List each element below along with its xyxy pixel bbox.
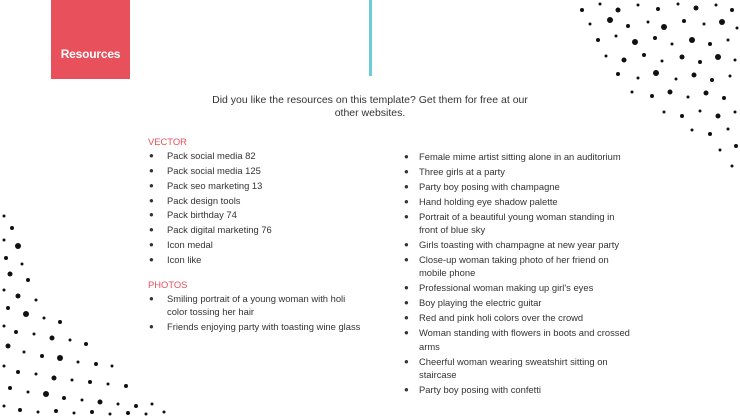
bullet-icon: ● xyxy=(404,384,409,394)
bullet-icon: ● xyxy=(404,356,409,366)
list-item-text: Pack social media 82 xyxy=(167,150,256,162)
list-item-text: Close-up woman taking photo of her friend on mobile phone xyxy=(419,254,609,279)
list-item xyxy=(403,281,633,294)
bullet-icon: ● xyxy=(404,167,409,176)
list-item-text: Three girls at a party xyxy=(419,166,505,177)
list-item xyxy=(148,149,363,162)
list-item xyxy=(403,296,633,309)
list-item-text: Icon like xyxy=(167,253,202,265)
list-item-text: Girls toasting with champagne at new year party xyxy=(419,239,620,251)
bullet-icon: ● xyxy=(404,212,409,221)
list-item-text: Smiling portrait of a young woman with holi color tossing her hair xyxy=(167,293,346,318)
list-item xyxy=(403,326,633,352)
bullet-icon: ● xyxy=(404,313,409,323)
bullet-icon: ● xyxy=(404,255,409,265)
bullet-icon: ● xyxy=(149,294,154,304)
bullet-icon: ● xyxy=(149,180,154,190)
list-item-text: Portrait of a beautiful young woman standing in front of blue sky xyxy=(419,211,615,236)
list-item xyxy=(148,179,363,192)
list-item xyxy=(403,210,633,236)
list-item-text: Boy playing the electric guitar xyxy=(419,297,542,309)
bullet-icon: ● xyxy=(149,166,154,175)
list-item-text: Professional woman making up girl's eyes xyxy=(419,282,594,294)
vector-heading: VECTOR xyxy=(148,136,187,147)
list-item-text: Female mime artist sitting alone in an auditorium xyxy=(419,151,621,162)
bullet-icon: ● xyxy=(149,322,154,332)
right-column xyxy=(403,150,633,398)
list-item-text: Woman standing with flowers in boots and crossed arms xyxy=(419,327,630,352)
bullet-icon: ● xyxy=(149,210,154,220)
title-box xyxy=(51,0,130,79)
list-item-text: Pack seo marketing 13 xyxy=(167,179,263,191)
bullet-icon: ● xyxy=(149,151,154,161)
list-item-text: Friends enjoying party with toasting wine glass xyxy=(167,321,361,333)
list-item-text: Cheerful woman wearing sweatshirt sitting on staircase xyxy=(419,355,608,380)
intro-text: Did you like the resources on this template? Get them for free at our other websites. xyxy=(212,94,528,119)
bullet-icon: ● xyxy=(149,254,154,264)
bullet-icon: ● xyxy=(149,225,154,235)
bullet-icon: ● xyxy=(149,195,154,205)
list-item-text: Pack social media 125 xyxy=(167,165,261,176)
accent-line xyxy=(369,0,372,76)
list-item xyxy=(403,180,633,193)
bullet-icon: ● xyxy=(404,298,409,308)
slide-title: Resources xyxy=(60,46,121,61)
dots-top-right xyxy=(560,0,740,175)
bullet-icon: ● xyxy=(404,152,409,161)
bullet-icon: ● xyxy=(149,239,154,249)
list-item xyxy=(403,311,633,324)
bullet-icon: ● xyxy=(404,240,409,250)
bullet-icon: ● xyxy=(404,197,409,206)
photos-heading: PHOTOS xyxy=(148,278,188,290)
list-item xyxy=(148,164,363,177)
list-item xyxy=(403,253,633,279)
list-item-text: Icon medal xyxy=(167,238,213,250)
list-item xyxy=(403,195,633,208)
list-item-text: Red and pink holi colors over the crowd xyxy=(419,312,584,324)
list-item xyxy=(403,355,633,381)
more-photos-list xyxy=(403,150,633,396)
list-item-text: Party boy posing with confetti xyxy=(419,383,541,395)
dots-bottom-left xyxy=(0,210,190,416)
bullet-icon: ● xyxy=(404,182,409,191)
list-item-text: Pack design tools xyxy=(167,194,241,206)
list-item xyxy=(148,194,363,207)
list-item-text: Party boy posing with champagne xyxy=(419,181,560,192)
list-item xyxy=(403,383,633,396)
list-item-text: Pack digital marketing 76 xyxy=(167,224,272,236)
list-item-text: Pack birthday 74 xyxy=(167,209,237,221)
bullet-icon: ● xyxy=(404,328,409,338)
list-item-text: Hand holding eye shadow palette xyxy=(419,196,558,207)
bullet-icon: ● xyxy=(404,283,409,293)
list-item xyxy=(403,238,633,251)
